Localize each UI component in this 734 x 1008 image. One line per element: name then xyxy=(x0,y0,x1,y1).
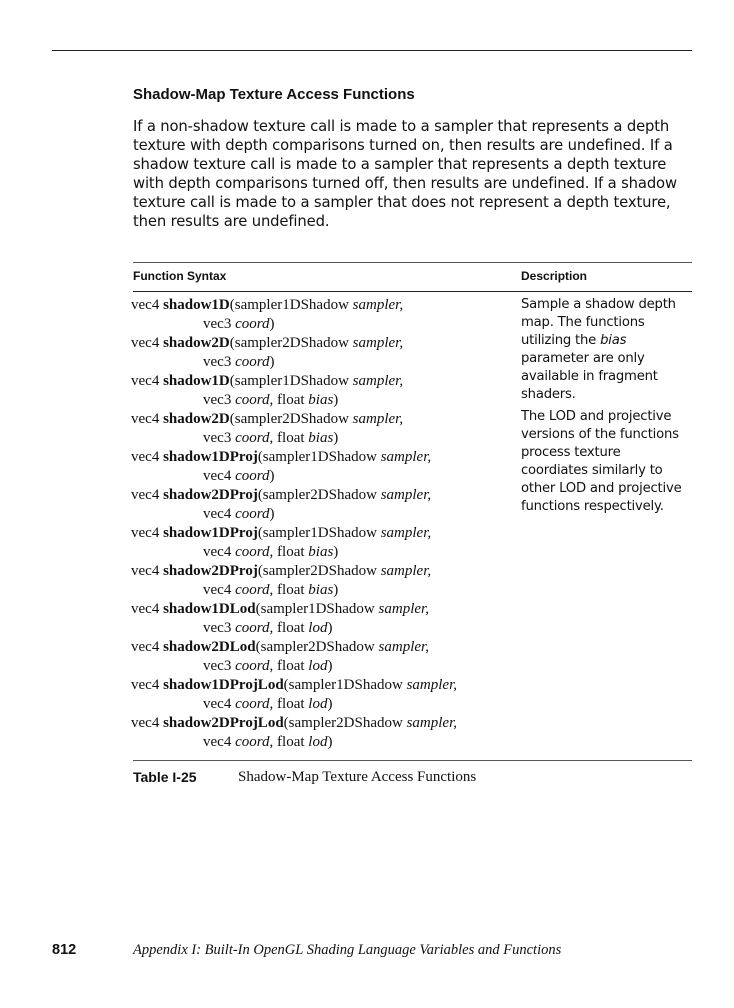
function-args-line xyxy=(131,315,511,334)
extra-param: bias xyxy=(308,582,334,598)
function-signature-line xyxy=(131,714,511,733)
function-signature-line xyxy=(131,372,511,391)
function-name: shadow1DProjLod xyxy=(163,677,284,693)
coord-param: coord xyxy=(235,658,270,674)
function-signature-line xyxy=(131,600,511,619)
column-header-syntax: Function Syntax xyxy=(133,269,227,283)
function-args-line xyxy=(131,353,511,372)
description-p1-before: Sample a shadow depth map. The functions utilizing the xyxy=(521,297,676,348)
function-args-line xyxy=(131,657,511,676)
extra-param: lod xyxy=(308,620,328,636)
extra-param: lod xyxy=(308,696,328,712)
section-heading: Shadow-Map Texture Access Functions xyxy=(133,86,415,103)
sampler-param: sampler, xyxy=(380,487,432,503)
coord-type: vec3 xyxy=(203,392,236,408)
closing-paren: ) xyxy=(333,582,339,598)
function-signature-line xyxy=(131,334,511,353)
coord-param: coord xyxy=(235,734,270,750)
extra-type: , float xyxy=(269,392,309,408)
function-name: shadow2DProj xyxy=(163,563,258,579)
extra-type: , float xyxy=(269,696,309,712)
sampler-param: sampler, xyxy=(352,411,404,427)
function-args-line xyxy=(131,619,511,638)
sampler-type: (sampler2DShadow xyxy=(229,335,353,351)
table-bottom-rule xyxy=(133,760,692,761)
running-footer: Appendix I: Built-In OpenGL Shading Language Variables and Functions xyxy=(133,942,562,958)
coord-type: vec3 xyxy=(203,316,236,332)
closing-paren: ) xyxy=(269,468,275,484)
sampler-type: (sampler1DShadow xyxy=(257,449,381,465)
sampler-type: (sampler1DShadow xyxy=(255,601,379,617)
intro-text: If a non-shadow texture call is made to a sampler that represents a depth texture with depth comparisons turned on, then results are undefined. If a shadow texture call is made to a sampler that represents a depth texture with depth comparisons turned off, then results are undefined. If a shadow texture call is made to a sampler that does not represent a depth texture, then results are undefined. xyxy=(133,118,677,230)
table-header-rule xyxy=(133,291,692,292)
function-syntax-list xyxy=(131,296,511,752)
table-caption-label: Table I-25 xyxy=(133,769,197,785)
closing-paren: ) xyxy=(327,734,333,750)
function-name: shadow1D xyxy=(163,373,230,389)
return-type: vec4 xyxy=(131,335,164,351)
coord-type: vec4 xyxy=(203,506,236,522)
return-type: vec4 xyxy=(131,297,164,313)
sampler-type: (sampler1DShadow xyxy=(283,677,407,693)
sampler-param: sampler, xyxy=(406,677,457,693)
coord-param: coord xyxy=(235,430,270,446)
function-args-line xyxy=(131,581,511,600)
sampler-param: sampler, xyxy=(380,449,432,465)
closing-paren: ) xyxy=(327,620,333,636)
intro-paragraph xyxy=(133,117,693,231)
sampler-type: (sampler2DShadow xyxy=(283,715,407,731)
function-name: shadow2D xyxy=(163,411,230,427)
extra-param: bias xyxy=(308,430,334,446)
function-args-line xyxy=(131,429,511,448)
sampler-param: sampler, xyxy=(378,601,429,617)
function-entry xyxy=(131,714,511,752)
extra-type: , float xyxy=(269,544,309,560)
function-signature-line xyxy=(131,486,511,505)
sampler-param: sampler, xyxy=(352,373,404,389)
return-type: vec4 xyxy=(131,715,164,731)
function-signature-line xyxy=(131,676,511,695)
return-type: vec4 xyxy=(131,525,164,541)
function-name: shadow2D xyxy=(163,335,230,351)
function-entry xyxy=(131,600,511,638)
description-cell xyxy=(521,296,691,520)
return-type: vec4 xyxy=(131,601,164,617)
closing-paren: ) xyxy=(269,316,275,332)
function-entry xyxy=(131,296,511,334)
table-top-rule xyxy=(133,262,692,263)
return-type: vec4 xyxy=(131,449,164,465)
closing-paren: ) xyxy=(333,430,339,446)
coord-param: coord xyxy=(235,620,270,636)
closing-paren: ) xyxy=(333,392,339,408)
description-p1-after: parameter are only available in fragment shaders. xyxy=(521,351,658,402)
description-p1-italic: bias xyxy=(600,333,627,348)
extra-param: lod xyxy=(308,658,328,674)
coord-type: vec3 xyxy=(203,354,236,370)
coord-param: coord xyxy=(235,544,270,560)
sampler-param: sampler, xyxy=(378,639,429,655)
coord-param: coord xyxy=(235,468,270,484)
column-header-description: Description xyxy=(521,269,588,283)
table-caption-text: Shadow-Map Texture Access Functions xyxy=(238,769,477,785)
coord-param: coord xyxy=(235,696,270,712)
function-name: shadow2DLod xyxy=(163,639,256,655)
sampler-type: (sampler1DShadow xyxy=(229,373,353,389)
function-name: shadow1DProj xyxy=(163,449,258,465)
sampler-type: (sampler2DShadow xyxy=(255,639,379,655)
sampler-param: sampler, xyxy=(352,335,404,351)
coord-param: coord xyxy=(235,582,270,598)
return-type: vec4 xyxy=(131,677,164,693)
coord-type: vec4 xyxy=(203,544,236,560)
function-entry xyxy=(131,524,511,562)
function-entry xyxy=(131,448,511,486)
sampler-param: sampler, xyxy=(380,563,432,579)
extra-type: , float xyxy=(269,620,309,636)
function-args-line xyxy=(131,467,511,486)
coord-param: coord xyxy=(235,354,270,370)
function-args-line xyxy=(131,543,511,562)
sampler-param: sampler, xyxy=(406,715,457,731)
coord-type: vec4 xyxy=(203,468,236,484)
function-name: shadow1DLod xyxy=(163,601,256,617)
coord-param: coord xyxy=(235,316,270,332)
extra-param: bias xyxy=(308,544,334,560)
coord-type: vec3 xyxy=(203,658,236,674)
coord-type: vec3 xyxy=(203,430,236,446)
description-paragraph-2: The LOD and projective versions of the functions process texture coordiates similarly to other LOD and projective functions respectively. xyxy=(521,409,682,514)
coord-param: coord xyxy=(235,506,270,522)
closing-paren: ) xyxy=(327,658,333,674)
coord-param: coord xyxy=(235,392,270,408)
function-args-line xyxy=(131,695,511,714)
coord-type: vec4 xyxy=(203,734,236,750)
function-signature-line xyxy=(131,410,511,429)
coord-type: vec3 xyxy=(203,620,236,636)
function-name: shadow1D xyxy=(163,297,230,313)
closing-paren: ) xyxy=(333,544,339,560)
function-signature-line xyxy=(131,524,511,543)
function-args-line xyxy=(131,733,511,752)
closing-paren: ) xyxy=(269,506,275,522)
function-signature-line xyxy=(131,296,511,315)
page-number: 812 xyxy=(52,942,77,958)
function-signature-line xyxy=(131,562,511,581)
extra-param: bias xyxy=(308,392,334,408)
coord-type: vec4 xyxy=(203,582,236,598)
sampler-type: (sampler1DShadow xyxy=(229,297,353,313)
function-signature-line xyxy=(131,448,511,467)
coord-type: vec4 xyxy=(203,696,236,712)
function-entry xyxy=(131,334,511,372)
function-args-line xyxy=(131,391,511,410)
function-signature-line xyxy=(131,638,511,657)
sampler-type: (sampler2DShadow xyxy=(257,563,381,579)
function-entry xyxy=(131,410,511,448)
function-name: shadow1DProj xyxy=(163,525,258,541)
sampler-type: (sampler2DShadow xyxy=(257,487,381,503)
extra-type: , float xyxy=(269,430,309,446)
sampler-param: sampler, xyxy=(380,525,432,541)
extra-param: lod xyxy=(308,734,328,750)
function-name: shadow2DProjLod xyxy=(163,715,284,731)
function-args-line xyxy=(131,505,511,524)
description-paragraph-1 xyxy=(521,296,691,404)
extra-type: , float xyxy=(269,734,309,750)
return-type: vec4 xyxy=(131,563,164,579)
top-rule xyxy=(52,50,692,51)
return-type: vec4 xyxy=(131,487,164,503)
sampler-param: sampler, xyxy=(352,297,404,313)
return-type: vec4 xyxy=(131,411,164,427)
extra-type: , float xyxy=(269,658,309,674)
function-entry xyxy=(131,638,511,676)
sampler-type: (sampler2DShadow xyxy=(229,411,353,427)
return-type: vec4 xyxy=(131,639,164,655)
function-entry xyxy=(131,676,511,714)
closing-paren: ) xyxy=(327,696,333,712)
return-type: vec4 xyxy=(131,373,164,389)
function-name: shadow2DProj xyxy=(163,487,258,503)
function-entry xyxy=(131,562,511,600)
extra-type: , float xyxy=(269,582,309,598)
function-entry xyxy=(131,486,511,524)
closing-paren: ) xyxy=(269,354,275,370)
function-entry xyxy=(131,372,511,410)
sampler-type: (sampler1DShadow xyxy=(257,525,381,541)
